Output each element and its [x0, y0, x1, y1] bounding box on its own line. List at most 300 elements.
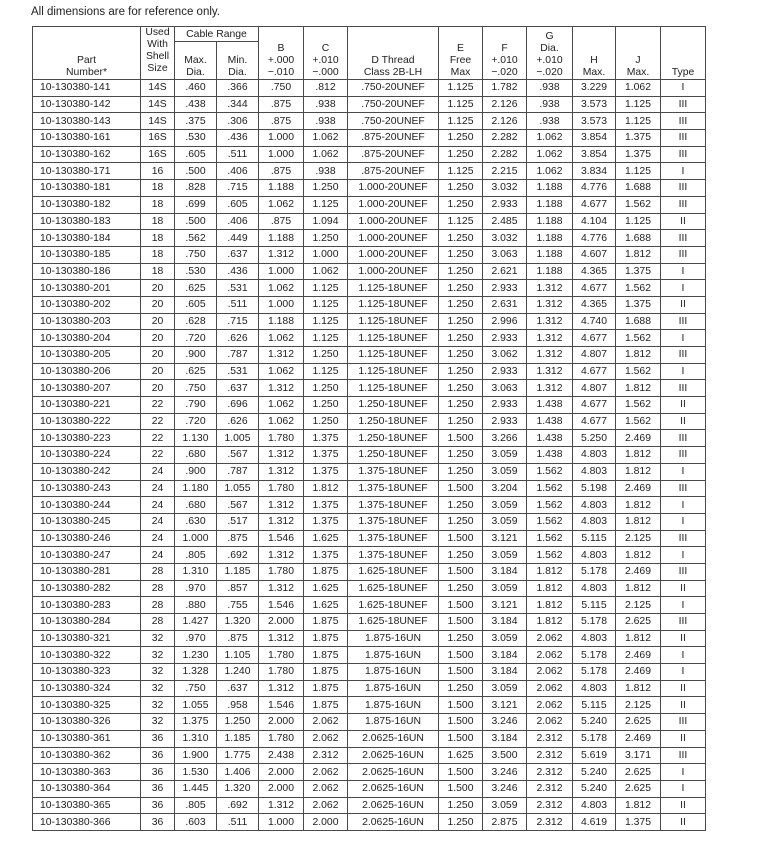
- cell-shell-size: 14S: [141, 113, 175, 130]
- cell-e: 1.250: [439, 363, 483, 380]
- table-row: [33, 814, 706, 831]
- cell-f: 3.500: [483, 747, 527, 764]
- cell-type: III: [661, 113, 706, 130]
- cell-f: 3.184: [483, 563, 527, 580]
- cell-shell-size: 24: [141, 513, 175, 530]
- cell-g: 2.312: [527, 730, 573, 747]
- cell-type: I: [661, 330, 706, 347]
- cell-e: 1.250: [439, 146, 483, 163]
- cell-part-number: 10-130380-161: [33, 130, 141, 147]
- cell-f: 3.059: [483, 513, 527, 530]
- cell-cable-min: .567: [217, 497, 259, 514]
- cell-cable-max: .900: [175, 347, 217, 364]
- cell-part-number: 10-130380-322: [33, 647, 141, 664]
- cell-type: I: [661, 280, 706, 297]
- cell-c: 1.125: [304, 196, 348, 213]
- cell-part-number: 10-130380-185: [33, 246, 141, 263]
- header-j: [616, 27, 661, 80]
- cell-j: 1.812: [616, 380, 661, 397]
- cell-c: 1.125: [304, 280, 348, 297]
- cell-c: 1.875: [304, 680, 348, 697]
- cell-h: 4.803: [573, 547, 616, 564]
- cell-g: 1.188: [527, 213, 573, 230]
- cell-j: 1.812: [616, 447, 661, 464]
- cell-type: I: [661, 263, 706, 280]
- header-cable-max-label: Max. Dia.: [184, 55, 207, 78]
- cell-e: 1.250: [439, 447, 483, 464]
- cell-shell-size: 20: [141, 280, 175, 297]
- cell-cable-max: .805: [175, 547, 217, 564]
- cell-g: 2.062: [527, 664, 573, 681]
- cell-d-thread: 1.000-20UNEF: [348, 246, 439, 263]
- cell-j: 1.375: [616, 814, 661, 831]
- cell-e: 1.250: [439, 463, 483, 480]
- cell-h: 5.198: [573, 480, 616, 497]
- cell-part-number: 10-130380-223: [33, 430, 141, 447]
- cell-d-thread: 1.875-16UN: [348, 630, 439, 647]
- cell-part-number: 10-130380-242: [33, 463, 141, 480]
- cell-cable-min: .511: [217, 296, 259, 313]
- cell-cable-min: .511: [217, 814, 259, 831]
- cell-cable-max: 1.375: [175, 714, 217, 731]
- header-j-label: J Max.: [626, 55, 650, 78]
- cell-g: 1.562: [527, 547, 573, 564]
- cell-b: 2.000: [259, 780, 304, 797]
- cell-h: 4.619: [573, 814, 616, 831]
- cell-cable-max: .530: [175, 263, 217, 280]
- cell-e: 1.250: [439, 296, 483, 313]
- table-row: [33, 430, 706, 447]
- header-c-label: C +.010 −.000: [312, 43, 339, 78]
- cell-d-thread: .750-20UNEF: [348, 96, 439, 113]
- cell-cable-max: 1.000: [175, 530, 217, 547]
- cell-cable-min: .755: [217, 597, 259, 614]
- cell-d-thread: .750-20UNEF: [348, 113, 439, 130]
- cell-f: 3.032: [483, 180, 527, 197]
- cell-j: 2.469: [616, 664, 661, 681]
- table-row: [33, 447, 706, 464]
- cell-e: 1.250: [439, 680, 483, 697]
- cell-h: 4.803: [573, 513, 616, 530]
- cell-cable-min: .715: [217, 313, 259, 330]
- cell-h: 3.573: [573, 113, 616, 130]
- cell-part-number: 10-130380-281: [33, 563, 141, 580]
- cell-g: 1.062: [527, 130, 573, 147]
- cell-e: 1.250: [439, 497, 483, 514]
- cell-part-number: 10-130380-365: [33, 797, 141, 814]
- cell-e: 1.250: [439, 313, 483, 330]
- cell-c: 1.062: [304, 263, 348, 280]
- cell-h: 3.573: [573, 96, 616, 113]
- cell-cable-max: .970: [175, 630, 217, 647]
- cell-shell-size: 24: [141, 463, 175, 480]
- cell-g: 1.562: [527, 530, 573, 547]
- cell-c: .938: [304, 113, 348, 130]
- cell-j: 1.125: [616, 113, 661, 130]
- cell-f: 3.062: [483, 347, 527, 364]
- cell-b: .875: [259, 213, 304, 230]
- cell-f: 3.063: [483, 246, 527, 263]
- cell-h: 4.677: [573, 280, 616, 297]
- cell-e: 1.250: [439, 196, 483, 213]
- cell-j: 2.125: [616, 530, 661, 547]
- cell-c: 1.625: [304, 580, 348, 597]
- cell-type: I: [661, 163, 706, 180]
- cell-type: II: [661, 413, 706, 430]
- cell-c: 2.062: [304, 797, 348, 814]
- cell-cable-min: 1.320: [217, 780, 259, 797]
- cell-cable-max: 1.530: [175, 764, 217, 781]
- cell-c: 1.125: [304, 363, 348, 380]
- cell-part-number: 10-130380-326: [33, 714, 141, 731]
- header-cable-max: [175, 42, 217, 80]
- cell-f: 3.063: [483, 380, 527, 397]
- cell-g: 1.438: [527, 397, 573, 414]
- cell-e: 1.250: [439, 797, 483, 814]
- cell-type: II: [661, 730, 706, 747]
- table-row: [33, 680, 706, 697]
- cell-cable-max: 1.900: [175, 747, 217, 764]
- cell-c: 1.125: [304, 330, 348, 347]
- cell-f: 2.631: [483, 296, 527, 313]
- cell-j: 1.688: [616, 313, 661, 330]
- cell-cable-max: 1.130: [175, 430, 217, 447]
- cell-c: 2.000: [304, 814, 348, 831]
- cell-type: III: [661, 96, 706, 113]
- cell-h: 4.607: [573, 246, 616, 263]
- cell-cable-max: 1.230: [175, 647, 217, 664]
- cell-h: 5.178: [573, 614, 616, 631]
- cell-e: 1.500: [439, 664, 483, 681]
- table-row: [33, 263, 706, 280]
- cell-shell-size: 18: [141, 180, 175, 197]
- cell-e: 1.250: [439, 246, 483, 263]
- cell-part-number: 10-130380-244: [33, 497, 141, 514]
- cell-d-thread: 1.375-18UNEF: [348, 530, 439, 547]
- cell-b: 1.062: [259, 330, 304, 347]
- table-row: [33, 113, 706, 130]
- cell-shell-size: 36: [141, 764, 175, 781]
- cell-b: 1.062: [259, 363, 304, 380]
- cell-j: 2.625: [616, 614, 661, 631]
- cell-e: 1.500: [439, 780, 483, 797]
- header-type: [661, 27, 706, 80]
- cell-d-thread: 2.0625-16UN: [348, 730, 439, 747]
- cell-j: 1.688: [616, 230, 661, 247]
- cell-shell-size: 36: [141, 780, 175, 797]
- cell-cable-min: 1.005: [217, 430, 259, 447]
- cell-j: 1.688: [616, 180, 661, 197]
- cell-h: 4.740: [573, 313, 616, 330]
- cell-d-thread: 1.625-18UNEF: [348, 597, 439, 614]
- cell-f: 3.059: [483, 797, 527, 814]
- reference-note: All dimensions are for reference only.: [31, 6, 220, 18]
- cell-b: 1.188: [259, 313, 304, 330]
- cell-type: III: [661, 130, 706, 147]
- header-cable-range: Cable Range: [175, 27, 259, 42]
- cell-c: .938: [304, 163, 348, 180]
- cell-b: 1.312: [259, 513, 304, 530]
- cell-e: 1.250: [439, 330, 483, 347]
- cell-g: 1.188: [527, 246, 573, 263]
- dimensions-table-container: [32, 26, 706, 846]
- header-shell-size: [141, 27, 175, 80]
- cell-cable-max: .625: [175, 363, 217, 380]
- header-type-label: Type: [671, 67, 695, 78]
- cell-type: III: [661, 530, 706, 547]
- cell-c: 1.875: [304, 664, 348, 681]
- cell-f: 3.246: [483, 764, 527, 781]
- cell-part-number: 10-130380-282: [33, 580, 141, 597]
- cell-d-thread: 2.0625-16UN: [348, 780, 439, 797]
- cell-j: 2.469: [616, 480, 661, 497]
- cell-cable-min: 1.775: [217, 747, 259, 764]
- header-h: [573, 27, 616, 80]
- table-row: [33, 614, 706, 631]
- cell-shell-size: 18: [141, 263, 175, 280]
- cell-c: 1.062: [304, 146, 348, 163]
- cell-d-thread: 1.875-16UN: [348, 697, 439, 714]
- cell-part-number: 10-130380-204: [33, 330, 141, 347]
- cell-j: 1.375: [616, 146, 661, 163]
- cell-shell-size: 32: [141, 647, 175, 664]
- cell-j: 1.812: [616, 797, 661, 814]
- cell-h: 5.240: [573, 714, 616, 731]
- cell-cable-min: .449: [217, 230, 259, 247]
- cell-cable-max: .750: [175, 680, 217, 697]
- cell-cable-min: .406: [217, 163, 259, 180]
- header-cable-min: [217, 42, 259, 80]
- cell-b: 1.312: [259, 463, 304, 480]
- cell-h: 4.365: [573, 263, 616, 280]
- cell-b: 1.780: [259, 563, 304, 580]
- cell-h: 4.803: [573, 580, 616, 597]
- table-row: [33, 347, 706, 364]
- header-part-label: Part Number*: [66, 55, 107, 78]
- cell-cable-max: 1.427: [175, 614, 217, 631]
- cell-j: 1.125: [616, 163, 661, 180]
- cell-cable-max: .720: [175, 330, 217, 347]
- cell-c: 1.875: [304, 614, 348, 631]
- cell-j: 1.812: [616, 347, 661, 364]
- cell-shell-size: 24: [141, 530, 175, 547]
- cell-h: 3.854: [573, 130, 616, 147]
- cell-b: 1.188: [259, 180, 304, 197]
- cell-h: 5.178: [573, 664, 616, 681]
- cell-h: 5.178: [573, 563, 616, 580]
- cell-e: 1.500: [439, 730, 483, 747]
- cell-cable-min: .696: [217, 397, 259, 414]
- header-g-label: G Dia. +.010 −.020: [536, 31, 563, 78]
- table-row: [33, 463, 706, 480]
- cell-f: 2.933: [483, 397, 527, 414]
- cell-cable-max: .900: [175, 463, 217, 480]
- cell-type: III: [661, 480, 706, 497]
- cell-e: 1.500: [439, 647, 483, 664]
- cell-d-thread: 1.875-16UN: [348, 647, 439, 664]
- table-row: [33, 80, 706, 97]
- cell-b: 1.062: [259, 397, 304, 414]
- cell-g: .938: [527, 96, 573, 113]
- cell-part-number: 10-130380-206: [33, 363, 141, 380]
- cell-cable-min: .567: [217, 447, 259, 464]
- cell-shell-size: 22: [141, 430, 175, 447]
- cell-g: 1.312: [527, 363, 573, 380]
- cell-e: 1.250: [439, 263, 483, 280]
- cell-cable-min: .875: [217, 530, 259, 547]
- cell-d-thread: 1.125-18UNEF: [348, 313, 439, 330]
- cell-d-thread: 1.000-20UNEF: [348, 180, 439, 197]
- cell-h: 4.803: [573, 630, 616, 647]
- cell-b: 1.312: [259, 380, 304, 397]
- table-row: [33, 480, 706, 497]
- cell-shell-size: 16S: [141, 146, 175, 163]
- cell-h: 4.677: [573, 330, 616, 347]
- cell-b: 1.312: [259, 547, 304, 564]
- cell-h: 5.178: [573, 730, 616, 747]
- cell-cable-max: .500: [175, 163, 217, 180]
- cell-f: 3.059: [483, 630, 527, 647]
- table-row: [33, 714, 706, 731]
- cell-cable-min: .511: [217, 146, 259, 163]
- table-row: [33, 146, 706, 163]
- cell-part-number: 10-130380-202: [33, 296, 141, 313]
- cell-type: I: [661, 664, 706, 681]
- cell-g: 2.312: [527, 814, 573, 831]
- cell-c: 1.375: [304, 463, 348, 480]
- cell-d-thread: 1.125-18UNEF: [348, 280, 439, 297]
- cell-f: 3.184: [483, 664, 527, 681]
- cell-d-thread: 1.875-16UN: [348, 680, 439, 697]
- cell-type: III: [661, 714, 706, 731]
- cell-j: 1.375: [616, 263, 661, 280]
- cell-type: III: [661, 430, 706, 447]
- cell-e: 1.250: [439, 513, 483, 530]
- cell-c: 1.125: [304, 313, 348, 330]
- cell-j: 3.171: [616, 747, 661, 764]
- cell-c: 2.062: [304, 764, 348, 781]
- table-row: [33, 664, 706, 681]
- cell-h: 4.776: [573, 230, 616, 247]
- cell-cable-min: .344: [217, 96, 259, 113]
- cell-e: 1.125: [439, 163, 483, 180]
- cell-shell-size: 18: [141, 246, 175, 263]
- cell-c: 1.875: [304, 697, 348, 714]
- table-row: [33, 313, 706, 330]
- cell-part-number: 10-130380-201: [33, 280, 141, 297]
- cell-b: 1.780: [259, 480, 304, 497]
- cell-g: 1.812: [527, 563, 573, 580]
- cell-g: 1.312: [527, 313, 573, 330]
- cell-part-number: 10-130380-205: [33, 347, 141, 364]
- table-row: [33, 246, 706, 263]
- cell-e: 1.250: [439, 397, 483, 414]
- cell-shell-size: 36: [141, 797, 175, 814]
- cell-h: 5.240: [573, 764, 616, 781]
- cell-e: 1.500: [439, 530, 483, 547]
- cell-b: .750: [259, 80, 304, 97]
- cell-d-thread: 1.250-18UNEF: [348, 397, 439, 414]
- cell-f: 3.059: [483, 497, 527, 514]
- cell-shell-size: 20: [141, 363, 175, 380]
- cell-j: 1.812: [616, 680, 661, 697]
- cell-part-number: 10-130380-245: [33, 513, 141, 530]
- cell-j: 1.562: [616, 330, 661, 347]
- table-row: [33, 130, 706, 147]
- cell-d-thread: 1.000-20UNEF: [348, 230, 439, 247]
- cell-type: I: [661, 497, 706, 514]
- cell-cable-min: .857: [217, 580, 259, 597]
- cell-b: 1.780: [259, 430, 304, 447]
- cell-d-thread: 1.375-18UNEF: [348, 547, 439, 564]
- cell-c: 1.250: [304, 347, 348, 364]
- cell-part-number: 10-130380-181: [33, 180, 141, 197]
- cell-part-number: 10-130380-171: [33, 163, 141, 180]
- cell-f: 3.059: [483, 680, 527, 697]
- cell-type: I: [661, 463, 706, 480]
- cell-h: 5.240: [573, 780, 616, 797]
- cell-d-thread: 1.125-18UNEF: [348, 380, 439, 397]
- cell-h: 5.115: [573, 697, 616, 714]
- cell-b: 1.312: [259, 797, 304, 814]
- cell-f: 3.121: [483, 597, 527, 614]
- cell-c: 2.062: [304, 730, 348, 747]
- cell-j: 2.125: [616, 597, 661, 614]
- cell-b: 1.000: [259, 814, 304, 831]
- cell-shell-size: 24: [141, 547, 175, 564]
- cell-type: III: [661, 246, 706, 263]
- cell-e: 1.500: [439, 597, 483, 614]
- cell-cable-max: .628: [175, 313, 217, 330]
- cell-h: 4.365: [573, 296, 616, 313]
- cell-f: 3.059: [483, 447, 527, 464]
- cell-f: 3.184: [483, 647, 527, 664]
- cell-shell-size: 14S: [141, 96, 175, 113]
- cell-h: 4.803: [573, 447, 616, 464]
- cell-shell-size: 20: [141, 313, 175, 330]
- cell-j: 1.562: [616, 196, 661, 213]
- table-row: [33, 363, 706, 380]
- cell-cable-max: .603: [175, 814, 217, 831]
- cell-d-thread: .875-20UNEF: [348, 163, 439, 180]
- cell-c: 1.250: [304, 230, 348, 247]
- cell-f: 2.621: [483, 263, 527, 280]
- cell-cable-max: 1.445: [175, 780, 217, 797]
- cell-cable-min: .306: [217, 113, 259, 130]
- cell-cable-max: .790: [175, 397, 217, 414]
- cell-c: 1.375: [304, 447, 348, 464]
- cell-b: 2.000: [259, 764, 304, 781]
- cell-type: III: [661, 313, 706, 330]
- cell-g: 1.562: [527, 513, 573, 530]
- cell-j: 1.812: [616, 580, 661, 597]
- cell-type: III: [661, 747, 706, 764]
- cell-c: 1.375: [304, 497, 348, 514]
- cell-h: 4.803: [573, 797, 616, 814]
- cell-e: 1.125: [439, 80, 483, 97]
- cell-j: 1.562: [616, 363, 661, 380]
- cell-g: 2.312: [527, 780, 573, 797]
- cell-shell-size: 20: [141, 347, 175, 364]
- cell-cable-max: .375: [175, 113, 217, 130]
- cell-f: 3.032: [483, 230, 527, 247]
- cell-h: 4.803: [573, 680, 616, 697]
- cell-type: II: [661, 814, 706, 831]
- cell-b: 1.312: [259, 680, 304, 697]
- cell-f: 3.059: [483, 547, 527, 564]
- cell-g: 1.438: [527, 413, 573, 430]
- table-row: [33, 213, 706, 230]
